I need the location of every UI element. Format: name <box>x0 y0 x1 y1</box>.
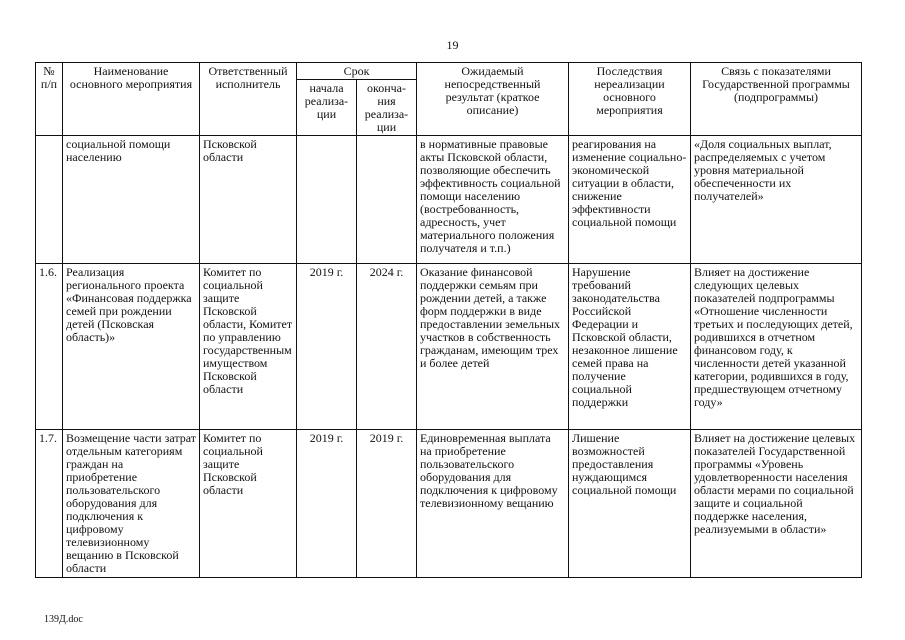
row-end <box>357 136 417 264</box>
row-start <box>297 136 357 264</box>
row-consequences: реагирования на изменение социально-экономической ситуации в области, снижение эффективности социальной помощи <box>569 136 691 264</box>
row-end: 2019 г. <box>357 430 417 578</box>
measures-table <box>35 62 862 578</box>
header-consequences: Последствия нереализации основного мероприятия <box>569 63 691 136</box>
row-start: 2019 г. <box>297 264 357 430</box>
row-expected: Единовременная выплата на приобретение пользовательского оборудования для подключения к цифровому телевизионному вещанию <box>417 430 569 578</box>
row-num <box>36 136 63 264</box>
footer-filename: 139Д.doc <box>44 614 83 625</box>
row-responsible: Комитет по социальной защите Псковской области, Комитет по управлению государственным имуществом Псковской области <box>200 264 297 430</box>
row-num: 1.7. <box>36 430 63 578</box>
header-term-end: оконча-ния реализа-ции <box>357 80 417 136</box>
row-end: 2024 г. <box>357 264 417 430</box>
header-num: № п/п <box>36 63 63 136</box>
row-consequences: Нарушение требований законодательства Российской Федерации и Псковской области, незаконное лишение семей права на получение социальной поддержки <box>569 264 691 430</box>
table-row <box>36 136 862 264</box>
header-link: Связь с показателями Государственной программы (подпрограммы) <box>691 63 862 136</box>
row-name: Реализация регионального проекта «Финансовая поддержка семей при рождении детей (Псковская область)» <box>63 264 200 430</box>
header-term-start: начала реализа-ции <box>297 80 357 136</box>
row-expected: в нормативные правовые акты Псковской области, позволяющие обеспечить эффективность социальной помощи населению (востребованность, адресность, учет материального положения получателя и т.п.) <box>417 136 569 264</box>
table-row <box>36 264 862 430</box>
row-consequences: Лишение возможностей предоставления нуждающимся социальной помощи <box>569 430 691 578</box>
row-link: Влияет на достижение следующих целевых показателей подпрограммы «Отношение численности третьих и последующих детей, родившихся в отчетном финансовом году, к численности детей указанной категории, родившихся в году, предшествующем отчетному году» <box>691 264 862 430</box>
header-responsible: Ответственный исполнитель <box>200 63 297 136</box>
row-link: «Доля социальных выплат, распределяемых с учетом уровня материальной обеспеченности их получателей» <box>691 136 862 264</box>
header-term: Срок <box>297 63 417 80</box>
header-expected: Ожидаемый непосредственный результат (краткое описание) <box>417 63 569 136</box>
row-responsible: Псковской области <box>200 136 297 264</box>
row-name: социальной помощи населению <box>63 136 200 264</box>
row-expected: Оказание финансовой поддержки семьям при рождении детей, а также форм поддержки в виде предоставлении земельных участков в собственность гражданам, имеющим трех и более детей <box>417 264 569 430</box>
row-name: Возмещение части затрат отдельным категориям граждан на приобретение пользовательского оборудования для подключения к цифровому телевизионному вещанию в Псковской области <box>63 430 200 578</box>
row-responsible: Комитет по социальной защите Псковской области <box>200 430 297 578</box>
row-num: 1.6. <box>36 264 63 430</box>
page-number: 19 <box>446 38 459 52</box>
row-link: Влияет на достижение целевых показателей Государственной программы «Уровень удовлетворенности населения области мерами по социальной защите и социальной поддержке населения, реализуемыми в области» <box>691 430 862 578</box>
header-name: Наименование основного мероприятия <box>63 63 200 136</box>
table-row <box>36 430 862 578</box>
row-start: 2019 г. <box>297 430 357 578</box>
